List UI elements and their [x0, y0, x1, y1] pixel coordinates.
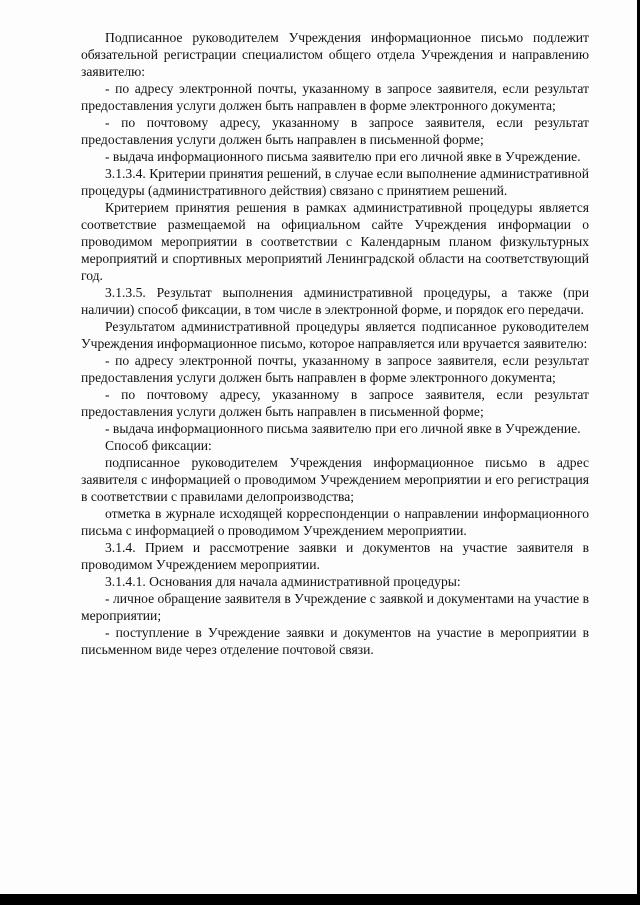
paragraph: - по почтовому адресу, указанному в запросе заявителя, если результат предоставления услуги должен быть направлен в письменной форме;	[81, 115, 589, 147]
paragraph: - поступление в Учреждение заявки и документов на участие в мероприятии в письменном виде через отделение почтовой связи.	[81, 625, 589, 657]
paragraph: Подписанное руководителем Учреждения информационное письмо подлежит обязательной регистрации специалистом общего отдела Учреждения и направлению заявителю:	[81, 30, 589, 79]
document-body	[81, 29, 589, 658]
paragraph: отметка в журнале исходящей корреспонденции о направлении информационного письма с информацией о проводимом Учреждением мероприятии.	[81, 506, 589, 538]
paragraph: 3.1.4. Прием и рассмотрение заявки и документов на участие заявителя в проводимом Учреждением мероприятии.	[81, 540, 589, 572]
paragraph: - личное обращение заявителя в Учреждение с заявкой и документами на участие в мероприятии;	[81, 591, 589, 623]
paragraph: 3.1.4.1. Основания для начала административной процедуры:	[105, 574, 461, 589]
paragraph: подписанное руководителем Учреждения информационное письмо в адрес заявителя с информацией о проводимом Учреждением мероприятии и его регистрация в соответствии с правилами делопроизводства;	[81, 455, 589, 504]
paragraph: - выдача информационного письма заявителю при его личной явке в Учреждение.	[105, 421, 581, 436]
paragraph: 3.1.3.4. Критерии принятия решений, в случае если выполнение административной процедуры (административного действия) связано с принятием решений.	[81, 166, 589, 198]
paragraph: - по адресу электронной почты, указанному в запросе заявителя, если результат предоставления услуги должен быть направлен в форме электронного документа;	[81, 353, 589, 385]
paragraph: - по почтовому адресу, указанному в запросе заявителя, если результат предоставления услуги должен быть направлен в письменной форме;	[81, 387, 589, 419]
scan-border	[0, 894, 640, 905]
paragraph: Критерием принятия решения в рамках административной процедуры является соответствие размещаемой на официальном сайте Учреждения информации о проводимом мероприятии в соответствии с Календарным планом физкультурных мероприятий и спортивных мероприятий Ленинградской области на соответствующий год.	[81, 200, 589, 283]
paragraph: - выдача информационного письма заявителю при его личной явке в Учреждение.	[105, 149, 581, 164]
paragraph: 3.1.3.5. Результат выполнения административной процедуры, а также (при наличии) способ фиксации, в том числе в электронной форме, и порядок его передачи.	[81, 285, 589, 317]
paragraph: - по адресу электронной почты, указанному в запросе заявителя, если результат предоставления услуги должен быть направлен в форме электронного документа;	[81, 81, 589, 113]
paragraph: Способ фиксации:	[105, 438, 212, 453]
paragraph: Результатом административной процедуры является подписанное руководителем Учреждения информационное письмо, которое направляется или вручается заявителю:	[81, 319, 589, 351]
